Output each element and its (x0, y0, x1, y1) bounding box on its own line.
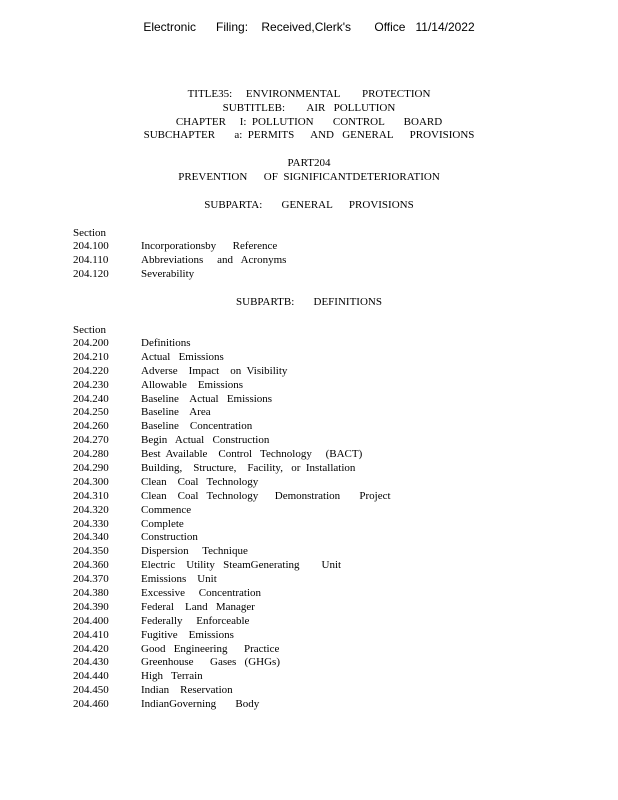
section-entry (73, 629, 593, 643)
section-number: 204.330 (73, 517, 109, 530)
subpart-a-section-list (73, 240, 593, 282)
section-title: Emissions Unit (141, 573, 217, 586)
section-number: 204.230 (73, 378, 109, 391)
section-number: 204.320 (73, 503, 109, 516)
section-entry (73, 268, 593, 282)
part-number: PART204 (287, 157, 331, 169)
section-title: Baseline Concentration (141, 420, 253, 433)
section-title: Fugitive Emissions (141, 628, 234, 641)
subchapter-heading: SUBCHAPTER a: PERMITS AND GENERAL PROVISIONS (143, 129, 475, 141)
section-number: 204.210 (73, 350, 109, 363)
section-number: 204.380 (73, 587, 109, 600)
title-heading: TITLE35: ENVIRONMENTAL PROTECTION (187, 88, 431, 100)
section-entry (73, 684, 593, 698)
electronic-filing-header: Electronic Filing: Received,Clerk's Office 11/14/2022 (143, 20, 475, 34)
section-entry (73, 365, 593, 379)
chapter-heading: CHAPTER I: POLLUTION CONTROL BOARD (175, 116, 443, 128)
section-title: Abbreviations and Acronyms (141, 253, 287, 266)
section-entry (73, 379, 593, 393)
section-title: Baseline Area (141, 406, 211, 419)
section-entry (73, 615, 593, 629)
section-entry (73, 545, 593, 559)
section-entry (73, 393, 593, 407)
section-title: Definitions (141, 337, 191, 349)
section-number: 204.260 (73, 420, 109, 433)
section-entry (73, 656, 593, 670)
section-number: 204.430 (73, 656, 109, 669)
section-column-label: Section (73, 324, 106, 336)
section-entry (73, 559, 593, 573)
section-entry (73, 670, 593, 684)
section-column-label: Section (73, 227, 106, 239)
part-name: PREVENTION OF SIGNIFICANTDETERIORATION (178, 171, 440, 183)
section-number: 204.460 (73, 698, 109, 711)
section-entry (73, 337, 593, 351)
section-number: 204.340 (73, 531, 109, 544)
section-number: 204.350 (73, 545, 109, 558)
section-title: Actual Emissions (141, 350, 224, 363)
section-entry (73, 476, 593, 490)
section-number: 204.310 (73, 489, 109, 502)
section-title: Allowable Emissions (141, 378, 244, 391)
section-title: Federal Land Manager (141, 600, 255, 613)
section-entry (73, 406, 593, 420)
section-number: 204.290 (73, 462, 109, 475)
section-title: Complete (141, 517, 184, 530)
section-entry (73, 518, 593, 532)
section-number: 204.360 (73, 559, 109, 572)
section-number: 204.270 (73, 434, 109, 447)
section-number: 204.240 (73, 392, 109, 405)
section-entry (73, 601, 593, 615)
section-entry (73, 587, 593, 601)
section-entry (73, 573, 593, 587)
section-entry (73, 254, 593, 268)
section-title: Excessive Concentration (141, 587, 262, 600)
section-title: Construction (141, 531, 198, 544)
section-number: 204.120 (73, 267, 109, 280)
section-entry (73, 434, 593, 448)
section-title: Clean Coal Technology (141, 475, 259, 488)
section-title: Electric Utility SteamGenerating Unit (141, 559, 342, 572)
section-title: High Terrain (141, 670, 203, 683)
section-title: Dispersion Technique (141, 545, 248, 558)
section-title: Federally Enforceable (141, 614, 250, 627)
section-entry (73, 643, 593, 657)
section-number: 204.400 (73, 614, 109, 627)
section-entry (73, 420, 593, 434)
section-entry (73, 448, 593, 462)
section-number: 204.440 (73, 670, 109, 683)
section-title: Begin Actual Construction (141, 434, 270, 447)
section-number: 204.370 (73, 573, 109, 586)
section-entry (73, 240, 593, 254)
section-title: Commence (141, 503, 192, 516)
section-title: Building, Structure, Facility, or Installation (141, 462, 356, 475)
section-title: Best Available Control Technology (BACT) (141, 448, 363, 461)
subpart-b-section-list (73, 337, 593, 712)
section-entry (73, 490, 593, 504)
section-number: 204.410 (73, 628, 109, 641)
section-number: 204.250 (73, 406, 109, 419)
section-number: 204.300 (73, 475, 109, 488)
section-title: Severability (141, 267, 195, 280)
section-entry (73, 504, 593, 518)
section-number: 204.200 (73, 337, 109, 349)
section-title: Baseline Actual Emissions (141, 392, 273, 405)
section-entry (73, 462, 593, 476)
section-entry (73, 531, 593, 545)
section-title: Incorporationsby Reference (141, 240, 278, 252)
section-number: 204.450 (73, 684, 109, 697)
section-title: Adverse Impact on Visibility (141, 364, 288, 377)
section-number: 204.280 (73, 448, 109, 461)
section-entry (73, 351, 593, 365)
section-title: Indian Reservation (141, 684, 233, 697)
section-number: 204.390 (73, 600, 109, 613)
section-number: 204.420 (73, 642, 109, 655)
section-title: IndianGoverning Body (141, 698, 260, 711)
section-number: 204.110 (73, 253, 109, 266)
section-title: Clean Coal Technology Demonstration Project (141, 489, 391, 502)
section-number: 204.220 (73, 364, 109, 377)
subpart-b-heading: SUBPARTB: DEFINITIONS (236, 296, 382, 308)
section-number: 204.100 (73, 240, 109, 252)
section-title: Greenhouse Gases (GHGs) (141, 656, 280, 669)
subtitle-heading: SUBTITLEB: AIR POLLUTION (222, 102, 396, 114)
section-entry (73, 698, 593, 712)
section-title: Good Engineering Practice (141, 642, 280, 655)
subpart-a-heading: SUBPARTA: GENERAL PROVISIONS (204, 199, 414, 211)
